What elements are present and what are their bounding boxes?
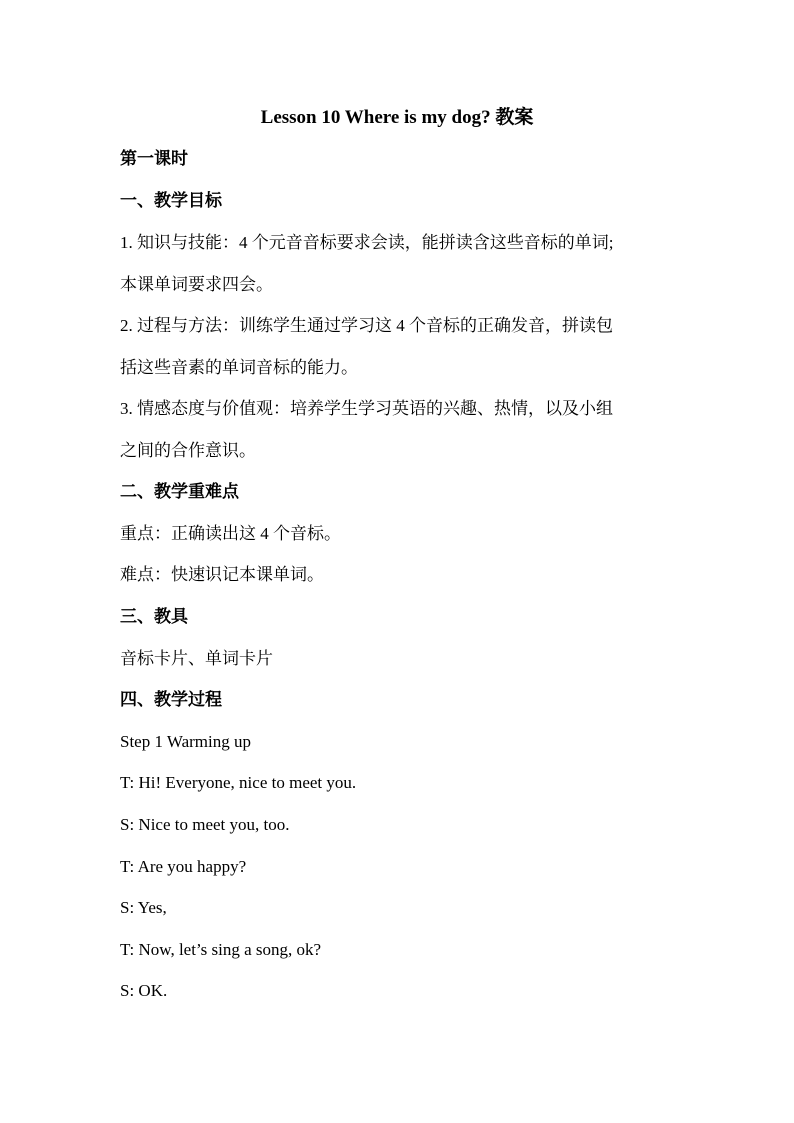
document-title: Lesson 10 Where is my dog? 教案	[260, 107, 534, 128]
key-point-text: 重点：正确读出这 4 个音标。	[120, 524, 341, 543]
section-heading-objectives: 一、教学目标	[120, 191, 222, 210]
difficult-point-text: 难点：快速识记本课单词。	[120, 565, 324, 584]
dialogue-line: S: Nice to meet you, too.	[120, 815, 290, 834]
objective-line: 括这些音素的单词音标的能力。	[120, 358, 358, 377]
dialogue-line: T: Now, let’s sing a song, ok?	[120, 940, 322, 959]
teaching-aids-text: 音标卡片、单词卡片	[120, 649, 273, 668]
step-title: Step 1 Warming up	[120, 732, 252, 751]
dialogue-line: T: Are you happy?	[120, 857, 247, 876]
objective-line: 2. 过程与方法：训练学生通过学习这 4 个音标的正确发音，拼读包	[120, 316, 613, 335]
section-heading-key-points: 二、教学重难点	[120, 482, 239, 501]
section-heading-teaching-aids: 三、教具	[120, 607, 188, 626]
objective-line: 3. 情感态度与价值观：培养学生学习英语的兴趣、热情，以及小组	[120, 399, 613, 418]
dialogue-line: S: OK.	[120, 981, 168, 1000]
dialogue-line: S: Yes,	[120, 898, 167, 917]
dialogue-line: T: Hi! Everyone, nice to meet you.	[120, 773, 357, 792]
objective-line: 1. 知识与技能：4 个元音音标要求会读，能拼读含这些音标的单词;	[120, 233, 614, 252]
objective-line: 本课单词要求四会。	[120, 275, 273, 294]
section-heading-teaching-process: 四、教学过程	[120, 690, 222, 709]
period-heading: 第一课时	[120, 149, 188, 168]
objective-line: 之间的合作意识。	[120, 441, 256, 460]
